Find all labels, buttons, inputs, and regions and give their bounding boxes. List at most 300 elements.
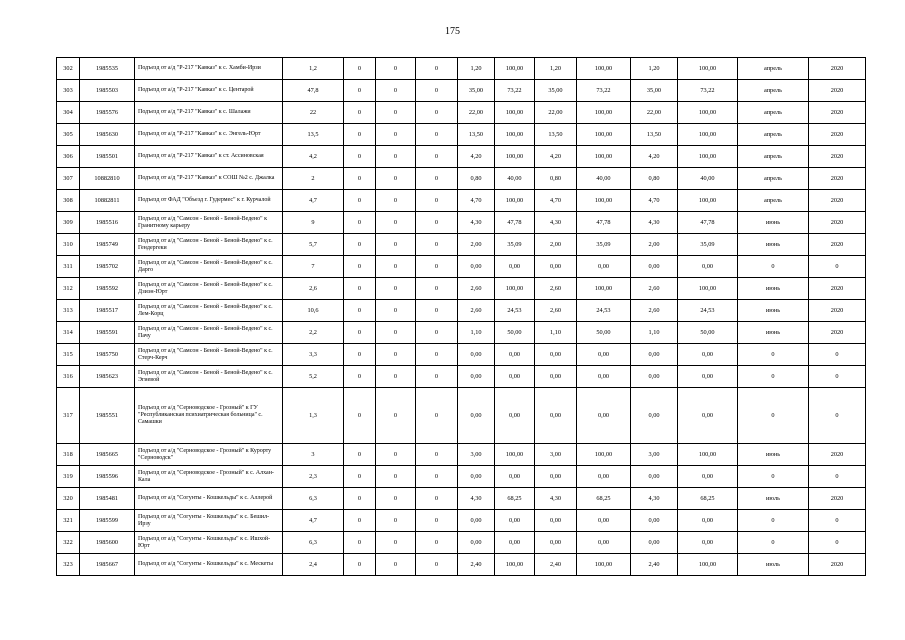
cell-month: июль	[738, 554, 809, 576]
cell-year: 2020	[809, 80, 866, 102]
cell-c2: 0	[376, 344, 416, 366]
cell-c1: 0	[344, 344, 376, 366]
cell-month: 0	[738, 366, 809, 388]
cell-len: 3,3	[283, 344, 344, 366]
cell-p3: 100,00	[678, 58, 738, 80]
cell-c2: 0	[376, 278, 416, 300]
cell-year: 2020	[809, 212, 866, 234]
table-row	[57, 168, 866, 190]
cell-c2: 0	[376, 488, 416, 510]
cell-code: 1985551	[80, 388, 135, 444]
cell-c3: 0	[416, 102, 458, 124]
cell-month: апрель	[738, 80, 809, 102]
cell-name: Подъезд от а/д "Р-217 "Кавказ" к с. Энгель-Юрт	[135, 124, 283, 146]
cell-c2: 0	[376, 510, 416, 532]
cell-v3: 2,60	[631, 300, 678, 322]
cell-v1: 0,00	[458, 466, 495, 488]
cell-v3: 0,00	[631, 466, 678, 488]
cell-name: Подъезд от а/д "Серноводское - Грозный" к с. Алхан-Кала	[135, 466, 283, 488]
cell-month: апрель	[738, 146, 809, 168]
table-body	[57, 58, 866, 576]
cell-code: 1985750	[80, 344, 135, 366]
cell-month: июнь	[738, 212, 809, 234]
cell-year: 2020	[809, 300, 866, 322]
cell-c3: 0	[416, 366, 458, 388]
cell-len: 7	[283, 256, 344, 278]
cell-v1: 0,00	[458, 366, 495, 388]
cell-c1: 0	[344, 256, 376, 278]
table-row	[57, 300, 866, 322]
cell-n: 319	[57, 466, 80, 488]
cell-p3: 35,09	[678, 234, 738, 256]
cell-p3: 0,00	[678, 344, 738, 366]
cell-v2: 0,00	[535, 466, 577, 488]
table-row	[57, 190, 866, 212]
cell-name: Подъезд от а/д "Р-217 "Кавказ" к СОШ №2 с. Джалка	[135, 168, 283, 190]
cell-c3: 0	[416, 168, 458, 190]
cell-n: 322	[57, 532, 80, 554]
cell-p2: 100,00	[577, 146, 631, 168]
cell-month: апрель	[738, 190, 809, 212]
cell-year: 2020	[809, 234, 866, 256]
cell-len: 2,6	[283, 278, 344, 300]
cell-month: июль	[738, 488, 809, 510]
cell-p2: 73,22	[577, 80, 631, 102]
cell-len: 9	[283, 212, 344, 234]
cell-len: 3	[283, 444, 344, 466]
cell-p2: 0,00	[577, 388, 631, 444]
cell-name: Подъезд от а/д "Р-217 "Кавказ" к ст. Ассиновская	[135, 146, 283, 168]
cell-month: июнь	[738, 322, 809, 344]
cell-code: 1985702	[80, 256, 135, 278]
cell-v1: 2,60	[458, 300, 495, 322]
cell-c2: 0	[376, 234, 416, 256]
cell-p2: 100,00	[577, 190, 631, 212]
cell-c1: 0	[344, 58, 376, 80]
cell-year: 0	[809, 388, 866, 444]
cell-v2: 4,20	[535, 146, 577, 168]
table-row	[57, 256, 866, 278]
cell-len: 6,3	[283, 532, 344, 554]
cell-n: 318	[57, 444, 80, 466]
cell-v2: 1,20	[535, 58, 577, 80]
cell-p2: 35,09	[577, 234, 631, 256]
table-row	[57, 466, 866, 488]
cell-p2: 0,00	[577, 510, 631, 532]
cell-c1: 0	[344, 366, 376, 388]
cell-code: 1985501	[80, 146, 135, 168]
cell-year: 0	[809, 366, 866, 388]
cell-c1: 0	[344, 532, 376, 554]
cell-code: 1985517	[80, 300, 135, 322]
cell-p1: 100,00	[495, 146, 535, 168]
cell-v3: 1,20	[631, 58, 678, 80]
cell-c1: 0	[344, 234, 376, 256]
cell-c2: 0	[376, 300, 416, 322]
cell-p1: 68,25	[495, 488, 535, 510]
cell-p3: 100,00	[678, 278, 738, 300]
cell-c1: 0	[344, 554, 376, 576]
cell-v2: 0,00	[535, 366, 577, 388]
cell-v2: 0,00	[535, 344, 577, 366]
cell-year: 2020	[809, 190, 866, 212]
cell-month: апрель	[738, 124, 809, 146]
cell-n: 316	[57, 366, 80, 388]
cell-p2: 68,25	[577, 488, 631, 510]
cell-code: 1985665	[80, 444, 135, 466]
cell-n: 309	[57, 212, 80, 234]
cell-c2: 0	[376, 444, 416, 466]
cell-p1: 100,00	[495, 444, 535, 466]
cell-c2: 0	[376, 58, 416, 80]
cell-p2: 40,00	[577, 168, 631, 190]
cell-v2: 0,00	[535, 510, 577, 532]
roads-table	[56, 57, 866, 576]
cell-c3: 0	[416, 322, 458, 344]
cell-len: 1,2	[283, 58, 344, 80]
cell-c3: 0	[416, 466, 458, 488]
cell-c1: 0	[344, 388, 376, 444]
cell-p3: 100,00	[678, 190, 738, 212]
cell-name: Подъезд от а/д "Самсон - Беной - Беной-Ведено" к с. Лем-Корц	[135, 300, 283, 322]
cell-v3: 0,00	[631, 532, 678, 554]
cell-name: Подъезд от а/д "Самсон - Беной - Беной-Ведено" к Гранитному карьеру	[135, 212, 283, 234]
cell-month: 0	[738, 344, 809, 366]
cell-p3: 0,00	[678, 466, 738, 488]
cell-code: 1985630	[80, 124, 135, 146]
cell-v3: 2,60	[631, 278, 678, 300]
cell-month: июнь	[738, 444, 809, 466]
cell-p1: 50,00	[495, 322, 535, 344]
cell-c2: 0	[376, 146, 416, 168]
cell-c2: 0	[376, 322, 416, 344]
cell-v3: 2,40	[631, 554, 678, 576]
cell-month: июнь	[738, 278, 809, 300]
table-row	[57, 488, 866, 510]
cell-p3: 0,00	[678, 388, 738, 444]
cell-v2: 2,00	[535, 234, 577, 256]
cell-v1: 3,00	[458, 444, 495, 466]
cell-name: Подъезд от а/д "Самсон - Беной - Беной-Ведено" к с. Дзиэн-Юрт	[135, 278, 283, 300]
cell-p1: 0,00	[495, 510, 535, 532]
cell-p2: 0,00	[577, 466, 631, 488]
cell-year: 0	[809, 532, 866, 554]
table-row	[57, 532, 866, 554]
cell-v3: 0,00	[631, 510, 678, 532]
cell-p2: 100,00	[577, 58, 631, 80]
cell-p1: 0,00	[495, 344, 535, 366]
cell-c1: 0	[344, 102, 376, 124]
table-row	[57, 444, 866, 466]
table-row	[57, 510, 866, 532]
cell-len: 22	[283, 102, 344, 124]
cell-year: 2020	[809, 488, 866, 510]
cell-c3: 0	[416, 190, 458, 212]
cell-p2: 0,00	[577, 256, 631, 278]
cell-c2: 0	[376, 388, 416, 444]
cell-v2: 0,80	[535, 168, 577, 190]
cell-c2: 0	[376, 212, 416, 234]
cell-len: 47,8	[283, 80, 344, 102]
cell-c1: 0	[344, 168, 376, 190]
cell-c3: 0	[416, 80, 458, 102]
cell-v3: 13,50	[631, 124, 678, 146]
cell-v1: 4,70	[458, 190, 495, 212]
cell-p3: 100,00	[678, 124, 738, 146]
cell-v3: 0,00	[631, 388, 678, 444]
cell-v1: 4,30	[458, 488, 495, 510]
cell-v3: 4,20	[631, 146, 678, 168]
cell-p3: 0,00	[678, 532, 738, 554]
cell-p1: 100,00	[495, 124, 535, 146]
cell-year: 2020	[809, 102, 866, 124]
cell-n: 306	[57, 146, 80, 168]
cell-v1: 0,80	[458, 168, 495, 190]
cell-year: 2020	[809, 554, 866, 576]
cell-v3: 2,00	[631, 234, 678, 256]
cell-code: 10882810	[80, 168, 135, 190]
cell-v2: 2,40	[535, 554, 577, 576]
cell-c1: 0	[344, 300, 376, 322]
cell-n: 310	[57, 234, 80, 256]
cell-p3: 47,78	[678, 212, 738, 234]
cell-year: 2020	[809, 278, 866, 300]
cell-c1: 0	[344, 278, 376, 300]
cell-v1: 13,50	[458, 124, 495, 146]
cell-v3: 0,00	[631, 366, 678, 388]
cell-n: 317	[57, 388, 80, 444]
cell-len: 5,7	[283, 234, 344, 256]
cell-name: Подъезд от а/д "Р-217 "Кавказ" к с. Шалажи	[135, 102, 283, 124]
cell-len: 4,7	[283, 510, 344, 532]
cell-p1: 0,00	[495, 466, 535, 488]
cell-code: 1985503	[80, 80, 135, 102]
cell-n: 313	[57, 300, 80, 322]
cell-n: 307	[57, 168, 80, 190]
cell-p2: 0,00	[577, 366, 631, 388]
cell-p1: 0,00	[495, 366, 535, 388]
cell-c2: 0	[376, 532, 416, 554]
cell-len: 4,2	[283, 146, 344, 168]
cell-year: 2020	[809, 146, 866, 168]
cell-year: 2020	[809, 444, 866, 466]
cell-v2: 2,60	[535, 278, 577, 300]
cell-p1: 40,00	[495, 168, 535, 190]
cell-p1: 100,00	[495, 102, 535, 124]
cell-v1: 4,30	[458, 212, 495, 234]
cell-v1: 0,00	[458, 388, 495, 444]
table-row	[57, 388, 866, 444]
cell-v1: 35,00	[458, 80, 495, 102]
cell-c1: 0	[344, 510, 376, 532]
cell-month: апрель	[738, 58, 809, 80]
cell-code: 1985749	[80, 234, 135, 256]
cell-n: 304	[57, 102, 80, 124]
cell-p3: 0,00	[678, 366, 738, 388]
cell-name: Подъезд от а/д "Согунты - Кошкельды" к с. Мескеты	[135, 554, 283, 576]
cell-year: 2020	[809, 322, 866, 344]
cell-p2: 100,00	[577, 444, 631, 466]
cell-len: 2,3	[283, 466, 344, 488]
cell-n: 315	[57, 344, 80, 366]
cell-year: 0	[809, 466, 866, 488]
cell-p3: 73,22	[678, 80, 738, 102]
cell-p3: 0,00	[678, 510, 738, 532]
cell-len: 2	[283, 168, 344, 190]
cell-year: 0	[809, 510, 866, 532]
cell-len: 2,4	[283, 554, 344, 576]
cell-v2: 1,10	[535, 322, 577, 344]
cell-code: 1985667	[80, 554, 135, 576]
cell-c3: 0	[416, 510, 458, 532]
cell-n: 314	[57, 322, 80, 344]
table-row	[57, 212, 866, 234]
cell-v2: 35,00	[535, 80, 577, 102]
cell-c3: 0	[416, 488, 458, 510]
cell-name: Подъезд от а/д "Согунты - Кошкельды" к с. Бешил-Ирзу	[135, 510, 283, 532]
cell-c2: 0	[376, 466, 416, 488]
cell-c2: 0	[376, 190, 416, 212]
cell-code: 1985623	[80, 366, 135, 388]
cell-v1: 22,00	[458, 102, 495, 124]
cell-p2: 0,00	[577, 532, 631, 554]
cell-c3: 0	[416, 124, 458, 146]
cell-v2: 4,30	[535, 212, 577, 234]
table-row	[57, 80, 866, 102]
cell-len: 6,3	[283, 488, 344, 510]
cell-len: 1,3	[283, 388, 344, 444]
cell-c2: 0	[376, 102, 416, 124]
cell-name: Подъезд от а/д "Самсон - Беной - Беной-Ведено" к с. Пачу	[135, 322, 283, 344]
cell-n: 308	[57, 190, 80, 212]
cell-p3: 100,00	[678, 444, 738, 466]
cell-len: 10,6	[283, 300, 344, 322]
cell-v2: 3,00	[535, 444, 577, 466]
cell-v2: 0,00	[535, 532, 577, 554]
cell-v1: 0,00	[458, 532, 495, 554]
cell-p1: 73,22	[495, 80, 535, 102]
cell-name: Подъезд от а/д "Серноводское - Грозный" к Курорту "Серноводск"	[135, 444, 283, 466]
cell-code: 1985591	[80, 322, 135, 344]
cell-v1: 2,40	[458, 554, 495, 576]
cell-v2: 0,00	[535, 256, 577, 278]
cell-n: 302	[57, 58, 80, 80]
cell-v1: 4,20	[458, 146, 495, 168]
cell-v1: 0,00	[458, 256, 495, 278]
cell-v2: 13,50	[535, 124, 577, 146]
cell-n: 323	[57, 554, 80, 576]
cell-c3: 0	[416, 300, 458, 322]
cell-code: 1985576	[80, 102, 135, 124]
cell-c3: 0	[416, 212, 458, 234]
cell-year: 0	[809, 256, 866, 278]
cell-v1: 2,60	[458, 278, 495, 300]
cell-name: Подъезд от а/д "Самсон - Беной - Беной-Ведено" к с. Стерч-Керч	[135, 344, 283, 366]
cell-v2: 4,30	[535, 488, 577, 510]
cell-p1: 100,00	[495, 190, 535, 212]
cell-v3: 1,10	[631, 322, 678, 344]
cell-c2: 0	[376, 256, 416, 278]
cell-v1: 1,20	[458, 58, 495, 80]
cell-v1: 0,00	[458, 344, 495, 366]
cell-p2: 0,00	[577, 344, 631, 366]
cell-len: 5,2	[283, 366, 344, 388]
cell-c2: 0	[376, 80, 416, 102]
cell-p1: 100,00	[495, 554, 535, 576]
table-row	[57, 278, 866, 300]
cell-v3: 4,30	[631, 488, 678, 510]
cell-c1: 0	[344, 212, 376, 234]
cell-v2: 22,00	[535, 102, 577, 124]
cell-p2: 100,00	[577, 554, 631, 576]
cell-len: 13,5	[283, 124, 344, 146]
cell-v3: 0,00	[631, 256, 678, 278]
cell-name: Подъезд от а/д "Р-217 "Кавказ" к с. Хамби-Ирзи	[135, 58, 283, 80]
cell-c1: 0	[344, 124, 376, 146]
cell-p2: 100,00	[577, 124, 631, 146]
table-row	[57, 554, 866, 576]
cell-year: 2020	[809, 168, 866, 190]
cell-year: 0	[809, 344, 866, 366]
cell-c1: 0	[344, 190, 376, 212]
cell-name: Подъезд от а/д "Самсон - Беной - Беной-Ведено" к с. Дарго	[135, 256, 283, 278]
page-number: 175	[445, 26, 460, 37]
cell-code: 1985516	[80, 212, 135, 234]
table-row	[57, 322, 866, 344]
cell-len: 2,2	[283, 322, 344, 344]
cell-n: 320	[57, 488, 80, 510]
cell-n: 321	[57, 510, 80, 532]
cell-v3: 4,70	[631, 190, 678, 212]
cell-name: Подъезд от а/д "Согунты - Кошкельды" к с. Ишхой-Юрт	[135, 532, 283, 554]
cell-p3: 68,25	[678, 488, 738, 510]
cell-p1: 24,53	[495, 300, 535, 322]
cell-p2: 100,00	[577, 278, 631, 300]
cell-code: 1985600	[80, 532, 135, 554]
table-row	[57, 366, 866, 388]
cell-month: июнь	[738, 234, 809, 256]
cell-code: 1985599	[80, 510, 135, 532]
cell-p3: 100,00	[678, 146, 738, 168]
cell-v1: 1,10	[458, 322, 495, 344]
cell-p1: 35,09	[495, 234, 535, 256]
table-row	[57, 146, 866, 168]
cell-name: Подъезд от а/д "Р-217 "Кавказ" к с. Центарой	[135, 80, 283, 102]
cell-p1: 0,00	[495, 532, 535, 554]
cell-n: 312	[57, 278, 80, 300]
cell-p1: 0,00	[495, 388, 535, 444]
cell-month: 0	[738, 388, 809, 444]
cell-p3: 50,00	[678, 322, 738, 344]
cell-name: Подъезд от ФАД "Объезд г. Гудермес" к г. Курчалой	[135, 190, 283, 212]
cell-p1: 0,00	[495, 256, 535, 278]
table-row	[57, 124, 866, 146]
cell-v1: 0,00	[458, 510, 495, 532]
cell-v3: 3,00	[631, 444, 678, 466]
table-row	[57, 58, 866, 80]
cell-p3: 24,53	[678, 300, 738, 322]
cell-c2: 0	[376, 366, 416, 388]
cell-c3: 0	[416, 532, 458, 554]
cell-name: Подъезд от а/д "Согунты - Кошкельды" к с. Аллерой	[135, 488, 283, 510]
cell-c3: 0	[416, 444, 458, 466]
cell-year: 2020	[809, 58, 866, 80]
cell-c2: 0	[376, 168, 416, 190]
cell-v2: 4,70	[535, 190, 577, 212]
cell-month: 0	[738, 466, 809, 488]
cell-p2: 50,00	[577, 322, 631, 344]
cell-p1: 100,00	[495, 278, 535, 300]
